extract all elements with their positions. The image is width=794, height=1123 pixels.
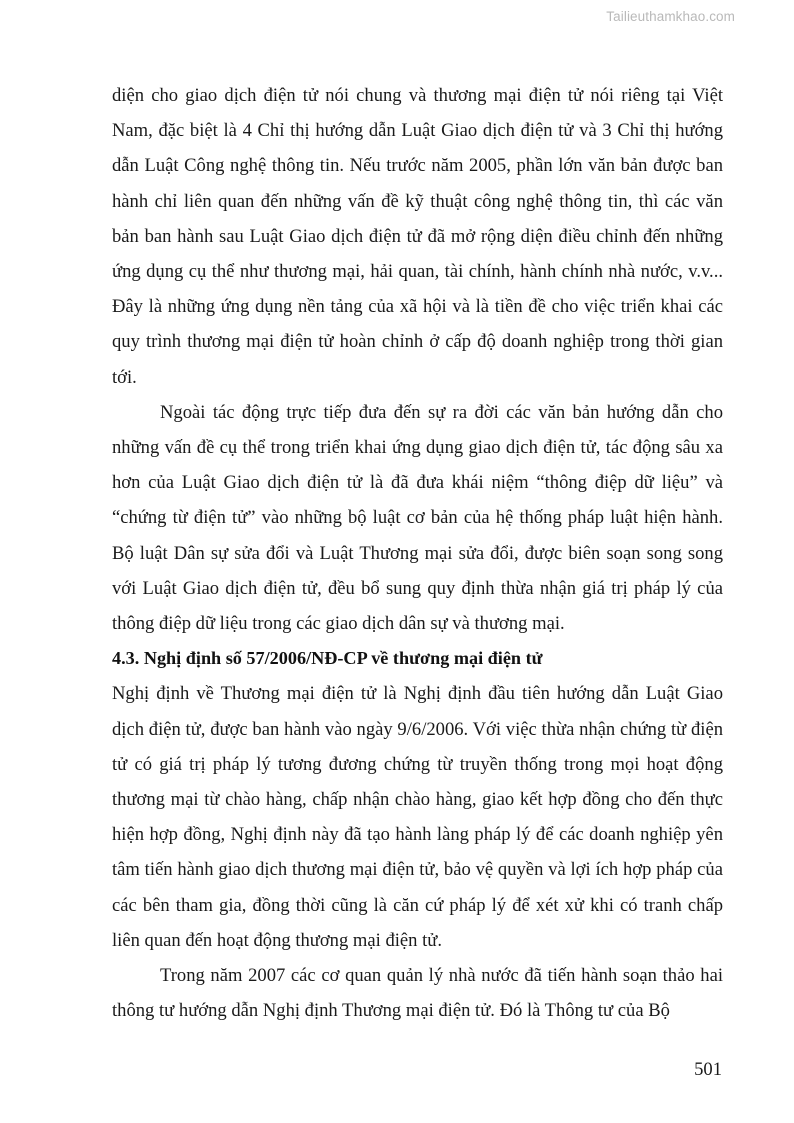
paragraph-3: Nghị định về Thương mại điện tử là Nghị định đầu tiên hướng dẫn Luật Giao dịch điện tử, được ban hành vào ngày 9/6/2006. Với việc thừa nhận chứng từ điện tử có giá trị pháp lý tương đương chứng từ truyền thống trong mọi hoạt động thương mại từ chào hàng, chấp nhận chào hàng, giao kết hợp đồng cho đến thực hiện hợp đồng, Nghị định này đã tạo hành làng pháp lý để các doanh nghiệp yên tâm tiến hành giao dịch thương mại điện tử, bảo vệ quyền và lợi ích hợp pháp của các bên tham gia, đồng thời cũng là căn cứ pháp lý để xét xử khi có tranh chấp liên quan đến hoạt động thương mại điện tử. bbox=[112, 683, 723, 951]
paragraph-4: Trong năm 2007 các cơ quan quản lý nhà nước đã tiến hành soạn thảo hai thông tư hướng dẫn Nghị định Thương mại điện tử. Đó là Thông tư của Bộ bbox=[112, 965, 723, 1022]
watermark-text: Tailieuthamkhao.com bbox=[606, 9, 735, 24]
section-heading-4-3: 4.3. Nghị định số 57/2006/NĐ-CP về thương mại điện tử bbox=[112, 648, 543, 669]
document-body bbox=[112, 78, 723, 1028]
page-number: 501 bbox=[694, 1059, 722, 1080]
paragraph-2: Ngoài tác động trực tiếp đưa đến sự ra đời các văn bản hướng dẫn cho những vấn đề cụ thể trong triển khai ứng dụng giao dịch điện tử, tác động sâu xa hơn của Luật Giao dịch điện tử là đã đưa khái niệm “thông điệp dữ liệu” và “chứng từ điện tử” vào những bộ luật cơ bản của hệ thống pháp luật hiện hành. Bộ luật Dân sự sửa đổi và Luật Thương mại sửa đổi, được biên soạn song song với Luật Giao dịch điện tử, đều bổ sung quy định thừa nhận giá trị pháp lý của thông điệp dữ liệu trong các giao dịch dân sự và thương mại. bbox=[112, 401, 723, 635]
paragraph-1: diện cho giao dịch điện tử nói chung và thương mại điện tử nói riêng tại Việt Nam, đặc biệt là 4 Chỉ thị hướng dẫn Luật Giao dịch điện tử và 3 Chỉ thị hướng dẫn Luật Công nghệ thông tin. Nếu trước năm 2005, phần lớn văn bản được ban hành chỉ liên quan đến những vấn đề kỹ thuật công nghệ thông tin, thì các văn bản ban hành sau Luật Giao dịch điện tử đã mở rộng diện điều chỉnh đến những ứng dụng cụ thể như thương mại, hải quan, tài chính, hành chính nhà nước, v.v... Đây là những ứng dụng nền tảng của xã hội và là tiền đề cho việc triển khai các quy trình thương mại điện tử hoàn chỉnh ở cấp độ doanh nghiệp trong thời gian tới. bbox=[112, 85, 723, 388]
